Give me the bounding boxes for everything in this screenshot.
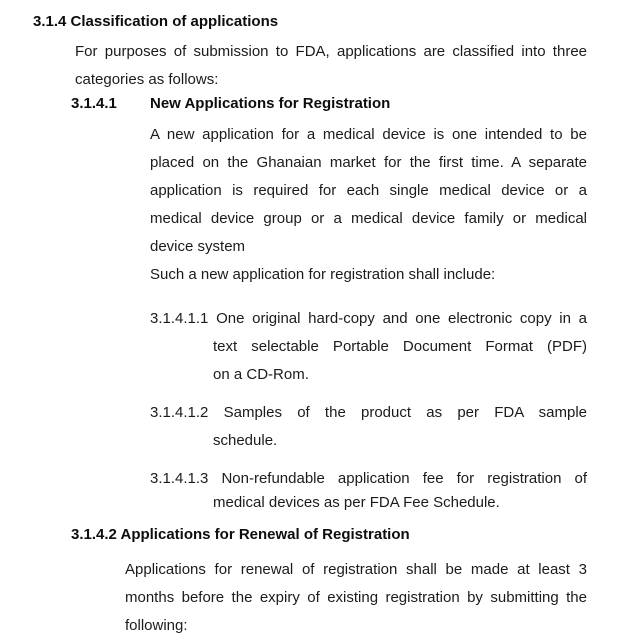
list-item-3-1-4-1-1 (150, 305, 587, 389)
text-line: 3.1.4.1.2 Samples of the product as per FDA sample (150, 404, 587, 421)
text-line: For purposes of submission to FDA, applications are classified into three (75, 43, 587, 60)
renewal-paragraph (125, 556, 587, 638)
text-line: medical devices as per FDA Fee Schedule. (213, 494, 500, 511)
subsection-number: 3.1.4.1 (71, 95, 117, 112)
text-line: months before the expiry of existing registration by submitting the (125, 589, 587, 606)
text-line: 3.1.4.1.3 Non-refundable application fee for registration of (150, 470, 587, 487)
lead-in-line (150, 261, 587, 289)
text-line: Such a new application for registration shall include: (150, 266, 496, 283)
text-line: on a CD-Rom. (213, 366, 309, 383)
text-line: application is required for each single medical device or a (150, 182, 587, 199)
text-line: following: (125, 617, 188, 634)
body-paragraph (150, 121, 587, 261)
section-heading-3-1-4: 3.1.4 Classification of applications (33, 13, 279, 30)
text-line: placed on the Ghanaian market for the first time. A separate (150, 154, 587, 171)
text-line: 3.1.4.1.1 One original hard-copy and one electronic copy in a (150, 310, 587, 327)
intro-paragraph (75, 38, 587, 94)
subsection-title: New Applications for Registration (150, 95, 391, 112)
text-line: categories as follows: (75, 71, 219, 88)
subsection-heading-3-1-4-2: 3.1.4.2 Applications for Renewal of Registration (71, 526, 410, 543)
text-line: device system (150, 238, 246, 255)
text-line: text selectable Portable Document Format (PDF) (213, 338, 587, 355)
text-line: schedule. (213, 432, 278, 449)
text-line: medical device group or a medical device family or medical (150, 210, 587, 227)
text-line: A new application for a medical device is one intended to be (150, 126, 587, 143)
list-item-3-1-4-1-2 (150, 399, 587, 455)
list-item-3-1-4-1-3 (150, 467, 587, 515)
subsection-heading-3-1-4-1 (71, 90, 587, 118)
text-line: Applications for renewal of registration shall be made at least 3 (125, 561, 587, 578)
